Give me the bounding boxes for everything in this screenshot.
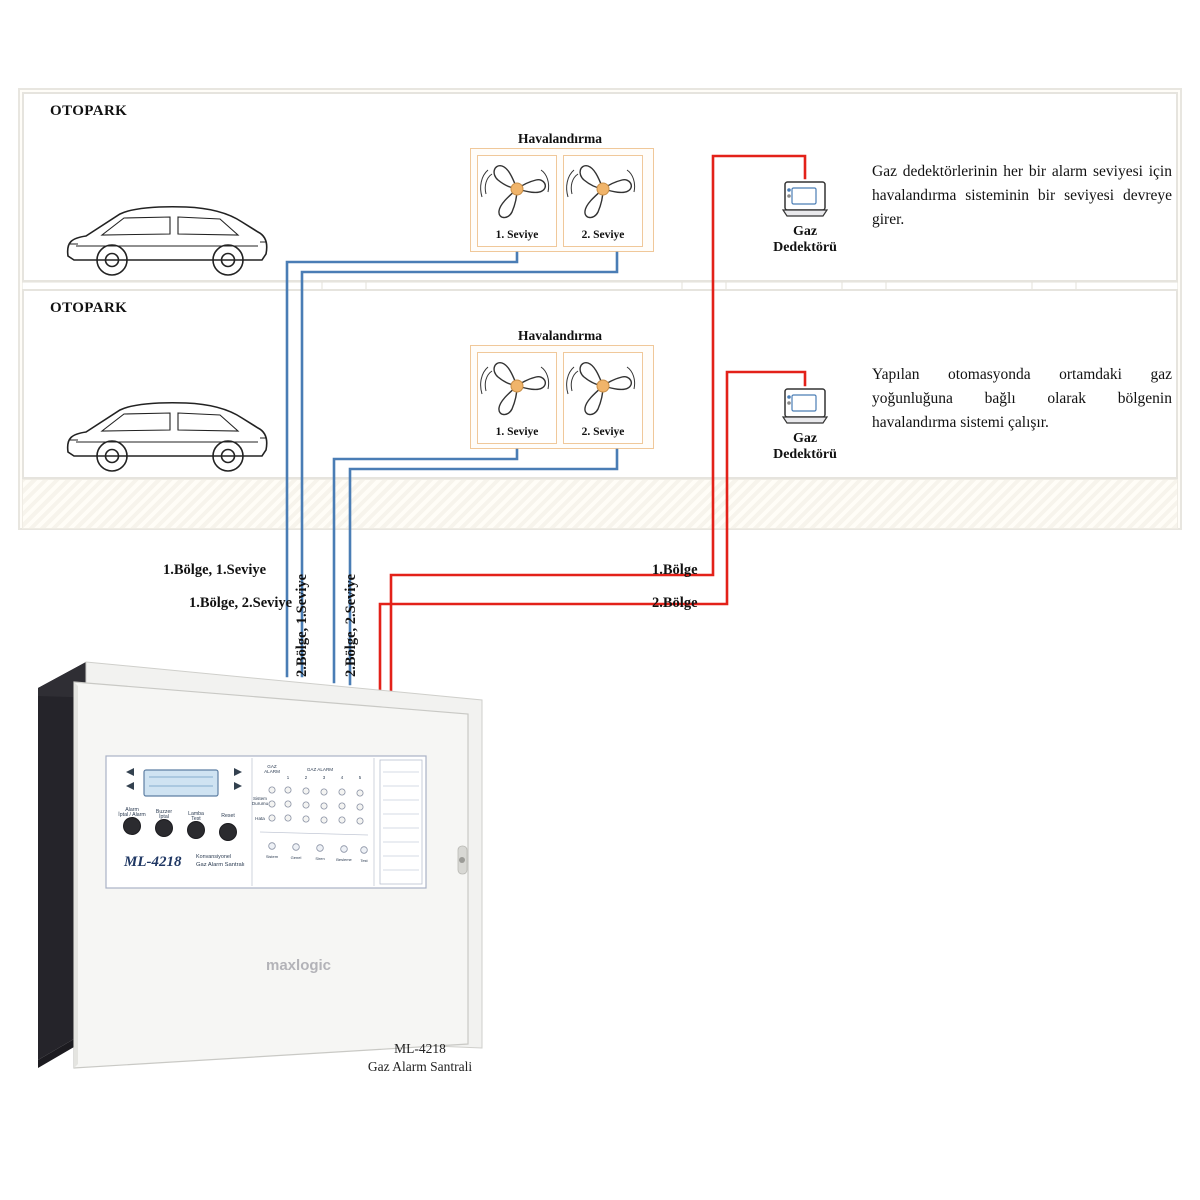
panel-brand-text: maxlogic: [266, 957, 332, 974]
floor-1-label: OTOPARK: [50, 103, 128, 119]
gas-detector-label-2-line2: Dedektörü: [773, 447, 837, 463]
note-1: Gaz dedektörlerinin her bir alarm seviyesi için havalandırma sisteminin bir seviyesi devreye girer.: [872, 163, 1172, 229]
gas-detector-label-1-line1: Gaz: [792, 224, 818, 239]
svg-text:Besleme: Besleme: [336, 857, 352, 862]
svg-text:Test: Test: [360, 858, 368, 863]
svg-text:İptal / Alarm: İptal / Alarm: [118, 812, 146, 818]
svg-text:Hata: Hata: [255, 816, 265, 821]
wire-zone1-detector: [391, 156, 805, 690]
svg-text:4: 4: [340, 775, 344, 780]
ventilation-level-1-caption: 1. Seviye: [495, 426, 539, 438]
svg-text:Alarm: Alarm: [125, 807, 139, 813]
svg-text:Sistem: Sistem: [265, 854, 279, 859]
panel-caption-line1: ML-4218: [394, 1041, 446, 1056]
ventilation-title-2: Havalandırma: [517, 328, 602, 343]
svg-text:Lamba: Lamba: [188, 811, 204, 817]
gas-detector-label-1-line2: Dedektörü: [773, 240, 837, 256]
wire-label-zone2-level2: 2.Bölge, 2.Seviye: [343, 573, 359, 677]
svg-text:1: 1: [286, 775, 290, 780]
svg-text:Reset: Reset: [221, 813, 235, 819]
note-2: Yapılan otomasyonda ortamdaki gaz yoğunluğuna bağlı olarak bölgenin havalandırma sistemi çalışır.: [872, 366, 1172, 432]
wire-label-zone1-level2: 1.Bölge, 2.Seviye: [189, 595, 293, 611]
ventilation-level-2-caption: 2. Seviye: [581, 229, 625, 241]
svg-text:Buzzer: Buzzer: [155, 809, 173, 815]
svg-text:Siren: Siren: [315, 856, 325, 861]
wire-label-zone1-level1: 1.Bölge, 1.Seviye: [163, 562, 267, 578]
wire-label-zone2: 2.Bölge: [652, 595, 698, 611]
svg-text:Gaz Alarm Santralı: Gaz Alarm Santralı: [196, 862, 245, 868]
floor-2-label: OTOPARK: [50, 300, 128, 316]
panel-model-text: ML-4218: [124, 854, 182, 870]
svg-text:Konvansiyonel: Konvansiyonel: [196, 854, 232, 860]
svg-text:ALARM: ALARM: [264, 769, 280, 774]
panel-caption: [300, 1040, 540, 1076]
ventilation-level-1-caption: 1. Seviye: [495, 229, 539, 241]
svg-text:3: 3: [322, 775, 326, 780]
svg-text:Sistem: Sistem: [252, 796, 268, 801]
svg-text:Genel: Genel: [290, 855, 302, 860]
gas-detector-label-2-line1: Gaz: [792, 431, 818, 446]
svg-text:Durumu: Durumu: [251, 801, 269, 806]
ventilation-title-1: Havalandırma: [517, 131, 602, 146]
control-panel[interactable]: [20, 640, 510, 1100]
panel-caption-line2: Gaz Alarm Santrali: [367, 1059, 473, 1075]
wire-zone1-level1: [287, 253, 517, 676]
svg-text:5: 5: [358, 775, 362, 780]
ventilation-level-2-caption: 2. Seviye: [581, 426, 625, 438]
wire-label-zone2-level1: 2.Bölge, 1.Seviye: [294, 573, 310, 677]
svg-text:2: 2: [304, 775, 308, 780]
wire-label-zone1: 1.Bölge: [652, 562, 698, 578]
svg-text:GAZ ALARM: GAZ ALARM: [306, 767, 334, 772]
svg-text:İptal: İptal: [159, 814, 169, 820]
svg-text:Test: Test: [191, 816, 201, 822]
svg-text:GAZ: GAZ: [267, 764, 277, 769]
